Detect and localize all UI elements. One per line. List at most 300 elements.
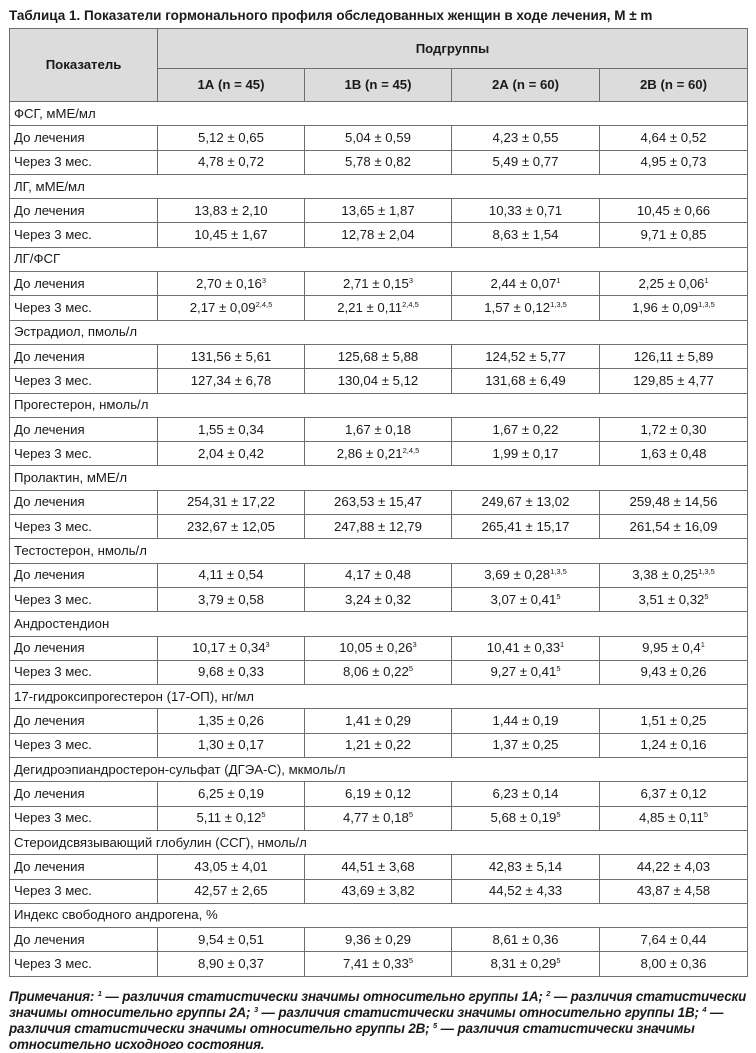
table-row bbox=[10, 490, 748, 514]
cell-value: 6,37 ± 0,12 bbox=[640, 785, 707, 801]
cell-value: 7,64 ± 0,44 bbox=[640, 931, 707, 947]
value-cell bbox=[452, 709, 600, 733]
cell-value: 5,49 ± 0,77 bbox=[492, 154, 559, 170]
section-title: Прогестерон, нмоль/л bbox=[10, 393, 748, 417]
value-cell bbox=[452, 272, 600, 296]
cell-value: 4,95 ± 0,73 bbox=[640, 154, 707, 170]
cell-value: 5,68 ± 0,19 bbox=[490, 810, 557, 826]
cell-value: 1,72 ± 0,30 bbox=[640, 421, 707, 437]
value-cell bbox=[600, 636, 748, 660]
table-row bbox=[10, 636, 748, 660]
row-label: Через 3 мес. bbox=[10, 587, 158, 611]
cell-value: 42,83 ± 5,14 bbox=[488, 858, 563, 874]
value-cell bbox=[452, 587, 600, 611]
cell-value: 3,38 ± 0,25 bbox=[632, 567, 699, 583]
value-cell bbox=[452, 442, 600, 466]
value-cell bbox=[452, 855, 600, 879]
value-cell bbox=[158, 855, 305, 879]
value-cell bbox=[600, 587, 748, 611]
cell-value: 4,64 ± 0,52 bbox=[640, 129, 707, 145]
section-title: 17-гидроксипрогестерон (17-ОП), нг/мл bbox=[10, 685, 748, 709]
value-cell bbox=[600, 782, 748, 806]
row-label: До лечения bbox=[10, 272, 158, 296]
value-cell bbox=[305, 126, 452, 150]
significance-mark: 1 bbox=[556, 275, 561, 285]
value-cell bbox=[452, 928, 600, 952]
value-cell bbox=[305, 417, 452, 441]
section-title: Стероидсвязывающий глобулин (ССГ), нмоль/л bbox=[10, 830, 748, 854]
value-cell bbox=[305, 563, 452, 587]
table-row bbox=[10, 855, 748, 879]
value-cell bbox=[600, 150, 748, 174]
value-cell bbox=[452, 879, 600, 903]
row-label: Через 3 мес. bbox=[10, 806, 158, 830]
significance-mark: 5 bbox=[408, 956, 414, 966]
significance-mark: 5 bbox=[261, 810, 266, 820]
cell-value: 2,17 ± 0,09 bbox=[189, 300, 256, 316]
value-cell bbox=[158, 223, 305, 247]
cell-value: 6,23 ± 0,14 bbox=[492, 785, 559, 801]
significance-mark: 3 bbox=[265, 640, 270, 650]
section-row bbox=[10, 174, 748, 198]
table-row bbox=[10, 563, 748, 587]
row-label: До лечения bbox=[10, 417, 158, 441]
cell-value: 8,00 ± 0,36 bbox=[640, 956, 707, 972]
cell-value: 131,56 ± 5,61 bbox=[190, 348, 272, 364]
value-cell bbox=[452, 782, 600, 806]
table-row bbox=[10, 296, 748, 320]
cell-value: 130,04 ± 5,12 bbox=[337, 372, 419, 388]
value-cell bbox=[452, 199, 600, 223]
cell-value: 8,90 ± 0,37 bbox=[198, 956, 264, 972]
significance-mark: 5 bbox=[704, 591, 709, 601]
cell-value: 9,68 ± 0,33 bbox=[198, 664, 264, 680]
value-cell bbox=[158, 709, 305, 733]
significance-mark: 1 bbox=[560, 640, 565, 650]
value-cell bbox=[158, 952, 305, 976]
value-cell bbox=[600, 806, 748, 830]
value-cell bbox=[452, 223, 600, 247]
cell-value: 129,85 ± 4,77 bbox=[633, 372, 714, 388]
cell-value: 2,70 ± 0,16 bbox=[195, 275, 262, 291]
group-header: 1А (n = 45) bbox=[158, 69, 305, 102]
cell-value: 43,05 ± 4,01 bbox=[194, 858, 268, 874]
cell-value: 6,19 ± 0,12 bbox=[345, 785, 411, 801]
value-cell bbox=[600, 952, 748, 976]
value-cell bbox=[600, 660, 748, 684]
value-cell bbox=[158, 879, 305, 903]
significance-mark: 1,3,5 bbox=[698, 300, 715, 310]
row-label: Через 3 мес. bbox=[10, 879, 158, 903]
cell-value: 2,04 ± 0,42 bbox=[198, 445, 264, 461]
value-cell bbox=[600, 563, 748, 587]
cell-value: 44,22 ± 4,03 bbox=[636, 858, 711, 874]
value-cell bbox=[452, 296, 600, 320]
significance-mark: 1 bbox=[704, 275, 709, 285]
footnote-text: — различия статистически значимы относительно группы 2В; bbox=[9, 1004, 724, 1036]
cell-value: 13,83 ± 2,10 bbox=[194, 202, 268, 218]
value-cell bbox=[305, 369, 452, 393]
cell-value: 9,71 ± 0,85 bbox=[640, 227, 707, 243]
cell-value: 2,25 ± 0,06 bbox=[638, 275, 705, 291]
section-row bbox=[10, 685, 748, 709]
value-cell bbox=[452, 806, 600, 830]
cell-value: 3,24 ± 0,32 bbox=[345, 591, 411, 607]
row-label: Через 3 мес. bbox=[10, 733, 158, 757]
value-cell bbox=[158, 199, 305, 223]
row-label: Через 3 мес. bbox=[10, 150, 158, 174]
value-cell bbox=[305, 344, 452, 368]
table-body bbox=[10, 102, 748, 977]
cell-value: 254,31 ± 17,22 bbox=[187, 494, 275, 510]
value-cell bbox=[305, 636, 452, 660]
table-row bbox=[10, 806, 748, 830]
row-label: Через 3 мес. bbox=[10, 223, 158, 247]
cell-value: 4,11 ± 0,54 bbox=[198, 567, 264, 583]
subgroups-header: Подгруппы bbox=[158, 29, 748, 69]
cell-value: 1,44 ± 0,19 bbox=[492, 713, 559, 729]
footnote-text: — различия статистически значимы относительно группы 1А; bbox=[101, 988, 547, 1004]
cell-value: 1,51 ± 0,25 bbox=[640, 713, 707, 729]
section-row bbox=[10, 247, 748, 271]
cell-value: 3,51 ± 0,32 bbox=[638, 591, 705, 607]
table-title: Таблица 1. Показатели гормонального профиля обследованных женщин в ходе лечения, M ± m bbox=[9, 8, 653, 23]
value-cell bbox=[158, 442, 305, 466]
section-row bbox=[10, 830, 748, 854]
value-cell bbox=[452, 150, 600, 174]
section-row bbox=[10, 466, 748, 490]
value-cell bbox=[452, 563, 600, 587]
cell-value: 10,41 ± 0,33 bbox=[486, 640, 561, 656]
table-row bbox=[10, 150, 748, 174]
value-cell bbox=[452, 344, 600, 368]
cell-value: 42,57 ± 2,65 bbox=[194, 883, 268, 899]
significance-mark: 1 bbox=[700, 640, 705, 650]
value-cell bbox=[452, 952, 600, 976]
section-row bbox=[10, 612, 748, 636]
value-cell bbox=[305, 928, 452, 952]
value-cell bbox=[600, 223, 748, 247]
significance-mark: 3 bbox=[412, 640, 417, 650]
value-cell bbox=[158, 126, 305, 150]
section-title: ФСГ, мМЕ/мл bbox=[10, 102, 748, 126]
value-cell bbox=[452, 733, 600, 757]
hormone-table bbox=[9, 28, 748, 977]
cell-value: 6,25 ± 0,19 bbox=[198, 785, 264, 801]
row-label: Через 3 мес. bbox=[10, 442, 158, 466]
footnote-mark: 5 bbox=[433, 1020, 438, 1030]
value-cell bbox=[305, 199, 452, 223]
table-row bbox=[10, 660, 748, 684]
footnote-mark: 3 bbox=[253, 1004, 258, 1014]
section-title: Андростендион bbox=[10, 612, 748, 636]
section-row bbox=[10, 903, 748, 927]
cell-value: 124,52 ± 5,77 bbox=[485, 348, 566, 364]
significance-mark: 1,3,5 bbox=[698, 567, 715, 577]
value-cell bbox=[305, 296, 452, 320]
cell-value: 247,88 ± 12,79 bbox=[334, 518, 422, 534]
footnote-mark: 4 bbox=[702, 1004, 707, 1014]
section-row bbox=[10, 320, 748, 344]
cell-value: 3,79 ± 0,58 bbox=[198, 591, 264, 607]
cell-value: 9,27 ± 0,41 bbox=[490, 664, 557, 680]
cell-value: 5,78 ± 0,82 bbox=[345, 154, 411, 170]
cell-value: 8,06 ± 0,22 bbox=[342, 664, 409, 680]
cell-value: 3,07 ± 0,41 bbox=[490, 591, 557, 607]
cell-value: 4,78 ± 0,72 bbox=[198, 154, 264, 170]
row-label: До лечения bbox=[10, 490, 158, 514]
value-cell bbox=[305, 515, 452, 539]
cell-value: 125,68 ± 5,88 bbox=[337, 348, 419, 364]
cell-value: 5,04 ± 0,59 bbox=[345, 129, 411, 145]
table-row bbox=[10, 442, 748, 466]
section-title: Пролактин, мМЕ/л bbox=[10, 466, 748, 490]
row-label: До лечения bbox=[10, 636, 158, 660]
footnote-text: — различия статистически значимы относительно группы 1В; bbox=[257, 1004, 703, 1020]
cell-value: 1,55 ± 0,34 bbox=[198, 421, 264, 437]
cell-value: 1,96 ± 0,09 bbox=[632, 300, 699, 316]
value-cell bbox=[305, 855, 452, 879]
section-title: Дегидроэпиандростерон-сульфат (ДГЭА-С), мкмоль/л bbox=[10, 758, 748, 782]
section-title: ЛГ, мМЕ/мл bbox=[10, 174, 748, 198]
cell-value: 8,63 ± 1,54 bbox=[492, 227, 559, 243]
table-row bbox=[10, 515, 748, 539]
cell-value: 44,52 ± 4,33 bbox=[488, 883, 563, 899]
table-row bbox=[10, 223, 748, 247]
value-cell bbox=[600, 296, 748, 320]
footnote-text: Примечания: bbox=[9, 988, 98, 1004]
value-cell bbox=[600, 855, 748, 879]
row-label: До лечения bbox=[10, 344, 158, 368]
cell-value: 10,33 ± 0,71 bbox=[488, 202, 563, 218]
row-label: Через 3 мес. bbox=[10, 369, 158, 393]
cell-value: 1,99 ± 0,17 bbox=[492, 445, 559, 461]
cell-value: 265,41 ± 15,17 bbox=[481, 518, 570, 534]
value-cell bbox=[600, 709, 748, 733]
value-cell bbox=[305, 879, 452, 903]
value-cell bbox=[158, 806, 305, 830]
cell-value: 13,65 ± 1,87 bbox=[341, 202, 415, 218]
indicator-header: Показатель bbox=[10, 29, 158, 102]
value-cell bbox=[305, 223, 452, 247]
row-label: До лечения bbox=[10, 563, 158, 587]
value-cell bbox=[305, 952, 452, 976]
significance-mark: 5 bbox=[556, 810, 561, 820]
footnotes bbox=[9, 989, 747, 1053]
cell-value: 4,77 ± 0,18 bbox=[342, 810, 409, 826]
section-title: ЛГ/ФСГ bbox=[10, 247, 748, 271]
cell-value: 3,69 ± 0,28 bbox=[484, 567, 551, 583]
value-cell bbox=[158, 490, 305, 514]
cell-value: 9,43 ± 0,26 bbox=[640, 664, 707, 680]
group-header: 1В (n = 45) bbox=[305, 69, 452, 102]
row-label: До лечения bbox=[10, 199, 158, 223]
cell-value: 7,41 ± 0,33 bbox=[342, 956, 409, 972]
significance-mark: 2,4,5 bbox=[402, 445, 420, 455]
value-cell bbox=[600, 126, 748, 150]
cell-value: 249,67 ± 13,02 bbox=[481, 494, 570, 510]
cell-value: 1,63 ± 0,48 bbox=[640, 445, 707, 461]
section-row bbox=[10, 758, 748, 782]
row-label: До лечения bbox=[10, 126, 158, 150]
row-label: До лечения bbox=[10, 709, 158, 733]
cell-value: 10,05 ± 0,26 bbox=[339, 640, 413, 656]
significance-mark: 3 bbox=[261, 275, 267, 285]
value-cell bbox=[452, 490, 600, 514]
cell-value: 9,95 ± 0,4 bbox=[642, 640, 701, 656]
value-cell bbox=[305, 442, 452, 466]
cell-value: 263,53 ± 15,47 bbox=[334, 494, 422, 510]
value-cell bbox=[305, 782, 452, 806]
value-cell bbox=[305, 587, 452, 611]
value-cell bbox=[158, 296, 305, 320]
table-row bbox=[10, 369, 748, 393]
value-cell bbox=[600, 369, 748, 393]
row-label: Через 3 мес. bbox=[10, 660, 158, 684]
table-row bbox=[10, 587, 748, 611]
cell-value: 2,21 ± 0,11 bbox=[337, 300, 403, 316]
value-cell bbox=[452, 660, 600, 684]
cell-value: 9,36 ± 0,29 bbox=[345, 931, 411, 947]
row-label: Через 3 мес. bbox=[10, 296, 158, 320]
section-row bbox=[10, 102, 748, 126]
table-row bbox=[10, 952, 748, 976]
cell-value: 126,11 ± 5,89 bbox=[633, 348, 714, 364]
cell-value: 127,34 ± 6,78 bbox=[190, 372, 272, 388]
cell-value: 10,17 ± 0,34 bbox=[192, 640, 266, 656]
value-cell bbox=[600, 515, 748, 539]
cell-value: 1,41 ± 0,29 bbox=[345, 713, 411, 729]
cell-value: 44,51 ± 3,68 bbox=[341, 858, 415, 874]
table-row bbox=[10, 709, 748, 733]
group-header: 2В (n = 60) bbox=[600, 69, 748, 102]
value-cell bbox=[158, 344, 305, 368]
cell-value: 259,48 ± 14,56 bbox=[629, 494, 718, 510]
significance-mark: 3 bbox=[408, 275, 414, 285]
significance-mark: 5 bbox=[703, 810, 709, 820]
value-cell bbox=[305, 490, 452, 514]
value-cell bbox=[305, 150, 452, 174]
value-cell bbox=[158, 369, 305, 393]
value-cell bbox=[305, 806, 452, 830]
value-cell bbox=[158, 272, 305, 296]
cell-value: 1,67 ± 0,18 bbox=[345, 421, 411, 437]
cell-value: 1,67 ± 0,22 bbox=[492, 421, 559, 437]
footnote-mark: 1 bbox=[97, 988, 102, 998]
cell-value: 10,45 ± 1,67 bbox=[194, 227, 268, 243]
value-cell bbox=[600, 490, 748, 514]
section-title: Эстрадиол, пмоль/л bbox=[10, 320, 748, 344]
value-cell bbox=[600, 879, 748, 903]
section-title: Индекс свободного андрогена, % bbox=[10, 903, 748, 927]
significance-mark: 5 bbox=[556, 956, 561, 966]
cell-value: 5,11 ± 0,12 bbox=[196, 810, 262, 826]
value-cell bbox=[600, 272, 748, 296]
table-row bbox=[10, 272, 748, 296]
row-label: До лечения bbox=[10, 855, 158, 879]
cell-value: 2,71 ± 0,15 bbox=[342, 275, 409, 291]
value-cell bbox=[158, 660, 305, 684]
cell-value: 9,54 ± 0,51 bbox=[198, 931, 264, 947]
significance-mark: 5 bbox=[556, 664, 561, 674]
table-row bbox=[10, 879, 748, 903]
value-cell bbox=[305, 660, 452, 684]
cell-value: 1,24 ± 0,16 bbox=[640, 737, 707, 753]
value-cell bbox=[158, 733, 305, 757]
value-cell bbox=[600, 928, 748, 952]
cell-value: 2,44 ± 0,07 bbox=[490, 275, 557, 291]
value-cell bbox=[600, 344, 748, 368]
table-row bbox=[10, 199, 748, 223]
cell-value: 8,61 ± 0,36 bbox=[492, 931, 559, 947]
table-row bbox=[10, 782, 748, 806]
cell-value: 1,21 ± 0,22 bbox=[345, 737, 411, 753]
cell-value: 43,69 ± 3,82 bbox=[341, 883, 415, 899]
cell-value: 261,54 ± 16,09 bbox=[629, 518, 718, 534]
value-cell bbox=[305, 272, 452, 296]
cell-value: 4,85 ± 0,11 bbox=[638, 810, 704, 826]
table-row bbox=[10, 733, 748, 757]
significance-mark: 1,3,5 bbox=[550, 567, 567, 577]
cell-value: 1,37 ± 0,25 bbox=[492, 737, 559, 753]
significance-mark: 1,3,5 bbox=[550, 300, 567, 310]
value-cell bbox=[452, 636, 600, 660]
footnote-mark: 2 bbox=[546, 988, 551, 998]
value-cell bbox=[158, 150, 305, 174]
cell-value: 1,30 ± 0,17 bbox=[198, 737, 264, 753]
value-cell bbox=[600, 442, 748, 466]
footnote-text: — различия статистически значимы относительно исходного состояния. bbox=[9, 1020, 695, 1052]
row-label: До лечения bbox=[10, 782, 158, 806]
value-cell bbox=[452, 417, 600, 441]
significance-mark: 5 bbox=[408, 664, 414, 674]
table-row bbox=[10, 344, 748, 368]
value-cell bbox=[158, 515, 305, 539]
row-label: Через 3 мес. bbox=[10, 952, 158, 976]
value-cell bbox=[452, 369, 600, 393]
cell-value: 131,68 ± 6,49 bbox=[485, 372, 566, 388]
value-cell bbox=[158, 563, 305, 587]
group-header: 2А (n = 60) bbox=[452, 69, 600, 102]
cell-value: 1,57 ± 0,12 bbox=[484, 300, 551, 316]
section-row bbox=[10, 539, 748, 563]
cell-value: 2,86 ± 0,21 bbox=[336, 445, 403, 461]
cell-value: 12,78 ± 2,04 bbox=[341, 227, 415, 243]
table-row bbox=[10, 126, 748, 150]
row-label: До лечения bbox=[10, 928, 158, 952]
significance-mark: 2,4,5 bbox=[255, 300, 273, 310]
value-cell bbox=[600, 199, 748, 223]
section-row bbox=[10, 393, 748, 417]
cell-value: 43,87 ± 4,58 bbox=[636, 883, 711, 899]
table-row bbox=[10, 417, 748, 441]
cell-value: 232,67 ± 12,05 bbox=[187, 518, 275, 534]
cell-value: 8,31 ± 0,29 bbox=[490, 956, 557, 972]
footnote-text: — различия статистически значимы относительно группы 2А; bbox=[9, 988, 747, 1020]
cell-value: 1,35 ± 0,26 bbox=[198, 713, 264, 729]
cell-value: 5,12 ± 0,65 bbox=[198, 129, 264, 145]
value-cell bbox=[452, 126, 600, 150]
value-cell bbox=[158, 417, 305, 441]
significance-mark: 5 bbox=[556, 591, 561, 601]
value-cell bbox=[158, 587, 305, 611]
significance-mark: 2,4,5 bbox=[402, 300, 419, 310]
value-cell bbox=[452, 515, 600, 539]
row-label: Через 3 мес. bbox=[10, 515, 158, 539]
section-title: Тестостерон, нмоль/л bbox=[10, 539, 748, 563]
value-cell bbox=[305, 709, 452, 733]
value-cell bbox=[158, 636, 305, 660]
